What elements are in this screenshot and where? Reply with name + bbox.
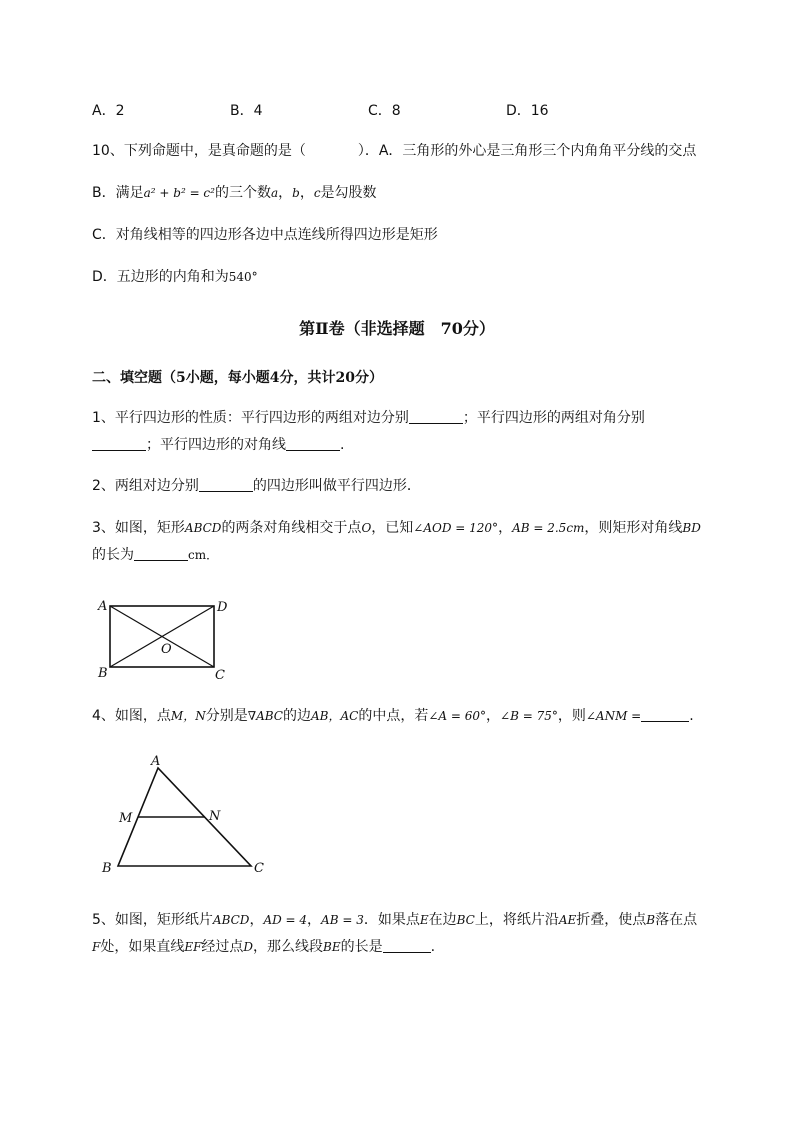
q5-ad: AD = 4: [263, 913, 308, 927]
label-d: D: [217, 600, 228, 615]
q5-l2-end: .: [430, 939, 436, 955]
q3-a: 3、如图，矩形: [92, 520, 185, 536]
q5-b2: B: [646, 913, 656, 927]
q5-a: 5、如图，矩形纸片: [92, 912, 213, 928]
q4-end: .: [689, 708, 694, 724]
part2-title: 第Ⅱ卷（非选择题 70分）: [299, 319, 495, 338]
q3-angle: ∠AOD = 120°: [413, 521, 499, 535]
q4-mn: M，N: [170, 709, 206, 723]
option-b: B．4: [230, 103, 263, 119]
q5-g: 上，将纸片沿: [474, 912, 559, 928]
q4-b: 分别是: [205, 708, 248, 724]
q4-line: [92, 706, 694, 726]
q2-b: 的四边形叫做平行四边形．: [252, 478, 421, 494]
q5-l2-ef: EF: [184, 940, 202, 954]
q5-ab: AB = 3: [321, 913, 364, 927]
q3-ab: AB = 2.5cm: [512, 521, 585, 535]
q4-ang-anm: ∠ANM =: [585, 709, 642, 723]
section-title: 二、填空题（5小题，每小题4分，共计20分）: [92, 370, 383, 386]
q10-stem-pre: 10、下列命题中，是真命题的是（: [92, 143, 306, 159]
q4-e: ，: [486, 708, 501, 724]
answer-blank[interactable]: [199, 477, 253, 492]
q5-f: 在边: [428, 912, 457, 928]
q5-l2-d2: 的长是: [340, 939, 383, 955]
label-c: C: [254, 861, 264, 876]
q2-a: 2、两组对边分别: [92, 478, 199, 494]
q5-l2-f: F: [92, 940, 101, 954]
q3-d: ，: [498, 520, 513, 536]
q10-b-c: c: [313, 186, 321, 200]
q5-c: ，: [307, 912, 322, 928]
label-o: O: [161, 642, 172, 657]
q2-line: [92, 476, 421, 496]
q3-l2-a: 的长为: [92, 547, 134, 563]
rectangle-figure: [90, 595, 240, 687]
q5-l2-a: 处，如果直线: [100, 939, 185, 955]
q5-h: 折叠，使点: [576, 912, 647, 928]
label-b: B: [102, 861, 112, 876]
q3-b: 的两条对角线相交于点: [221, 520, 362, 536]
answer-blank[interactable]: [286, 436, 340, 451]
q1-l2-a: ；平行四边形的对角线: [146, 437, 286, 453]
q4-d: 的中点，若: [358, 708, 429, 724]
answer-blank[interactable]: [383, 938, 431, 953]
q10-option-c: C．对角线相等的四边形各边中点连线所得四边形是矩形: [92, 227, 438, 243]
label-a: A: [151, 754, 161, 769]
option-c: C．8: [368, 103, 401, 119]
q1-line1: [92, 408, 645, 428]
q5-bc: BC: [456, 913, 475, 927]
q3-line2: [92, 545, 218, 565]
answer-blank[interactable]: [134, 546, 188, 561]
q3-l2-b: cm．: [188, 548, 219, 562]
label-m: M: [119, 811, 133, 826]
q4-tri: ∇ABC: [247, 709, 283, 723]
q1-l1-a: 1、平行四边形的性质：平行四边形的两组对边分别: [92, 410, 409, 426]
q10-option-b: [92, 183, 377, 203]
answer-blank[interactable]: [641, 707, 689, 722]
q3-line1: [92, 518, 701, 538]
q1-l1-b: ；平行四边形的两组对角分别: [462, 410, 645, 426]
q10-stem-post: ）．A．三角形的外心是三角形三个内角角平分线的交点: [357, 143, 697, 159]
q10-b-sep1: ，: [278, 185, 293, 201]
q3-bd: BD: [682, 521, 701, 535]
q5-l2-be: BE: [323, 940, 341, 954]
option-d: D．16: [506, 103, 549, 119]
q4-a: 4、如图，点: [92, 708, 171, 724]
q10-d-val: 540°: [228, 270, 258, 284]
triangle-figure: [96, 750, 276, 880]
q5-abcd: ABCD: [212, 913, 250, 927]
q5-e: E: [419, 913, 429, 927]
label-n: N: [209, 809, 221, 824]
q4-c: 的边: [283, 708, 311, 724]
q1-line2: [92, 435, 344, 455]
q10-stem: [92, 141, 696, 161]
answer-blank[interactable]: [92, 436, 146, 451]
q10-b-a: a: [270, 186, 279, 200]
q10-b-post: 是勾股数: [320, 185, 377, 201]
q3-abcd: ABCD: [184, 521, 222, 535]
label-b: B: [98, 666, 108, 681]
answer-blank[interactable]: [409, 409, 463, 424]
q5-l2-b: 经过点: [201, 939, 244, 955]
q5-l2-c: ，那么线段: [253, 939, 324, 955]
q10-b-sep2: ，: [299, 185, 314, 201]
q3-o: O: [361, 521, 372, 535]
q5-b: ，: [249, 912, 264, 928]
q5-line1: [92, 910, 697, 930]
label-c: C: [215, 668, 225, 683]
q4-f: ，则: [557, 708, 586, 724]
q5-ae: AE: [558, 913, 577, 927]
q3-c: ，已知: [371, 520, 414, 536]
q10-b-pre: B．满足: [92, 185, 144, 201]
q1-l2-end: .: [340, 437, 345, 453]
q5-l2-d: D: [243, 940, 254, 954]
q5-i: 落在点: [655, 912, 698, 928]
q4-sides: AB，AC: [311, 709, 359, 723]
q10-option-d: [92, 267, 258, 287]
q4-ang-a: ∠A = 60°: [428, 709, 487, 723]
q10-d-pre: D．五边形的内角和为: [92, 269, 229, 285]
q5-line2: [92, 937, 435, 957]
q10-b-b: b: [292, 186, 300, 200]
q5-d: ．如果点: [363, 912, 420, 928]
q3-e: ，则矩形对角线: [584, 520, 683, 536]
option-a: A．2: [92, 103, 125, 119]
q4-ang-b: ∠B = 75°: [500, 709, 558, 723]
q10-b-mid: 的三个数: [214, 185, 271, 201]
q10-b-formula: a² + b² = c²: [143, 186, 215, 200]
label-a: A: [98, 599, 108, 614]
